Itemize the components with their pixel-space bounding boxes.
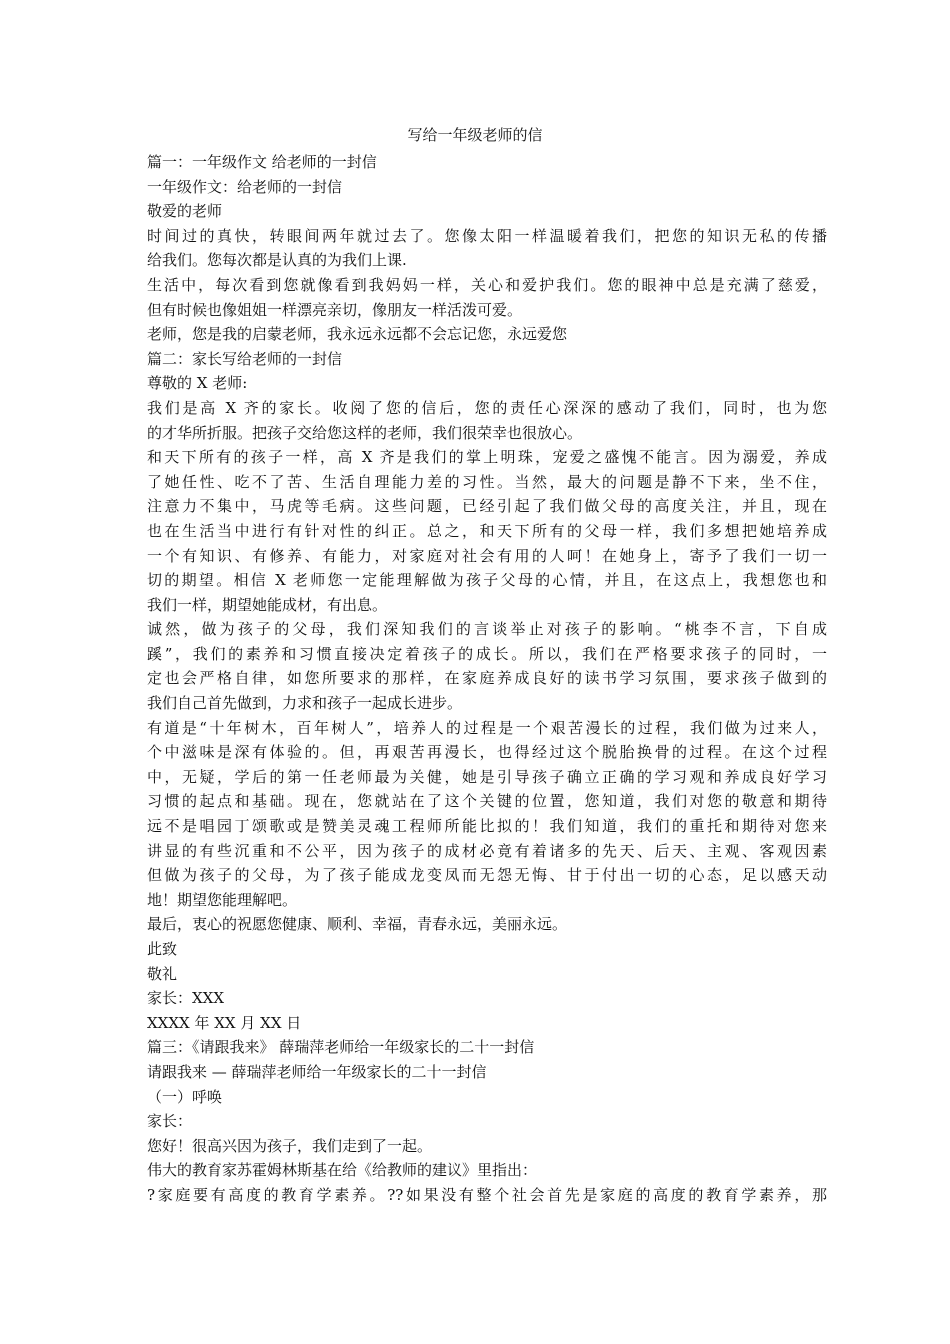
paragraph-line: 一年级作文：给老师的一封信: [147, 177, 343, 196]
section-heading-3: 篇三：《请跟我来》 薛瑞萍老师给一年级家长的二十一封信: [147, 1038, 535, 1057]
paragraph-line: 讲显的有些沉重和不公平，因为孩子的成材必竟有着诸多的先天、后天、主观、客观因素: [147, 841, 827, 860]
date-line: XXXX 年 XX 月 XX 日: [147, 1013, 302, 1032]
paragraph-line: 最后，衷心的祝愿您健康、顺利、幸福，青春永远，美丽永远。: [147, 915, 568, 934]
paragraph-line: 但做为孩子的父母，为了孩子能成龙变凤而无怨无悔、甘于付出一切的心态，足以感天动: [147, 866, 827, 885]
paragraph-line: 敬爱的老师: [147, 202, 223, 221]
paragraph-line: 老师，您是我的启蒙老师，我永远永远都不会忘记您，永远爱您: [147, 325, 568, 344]
paragraph-line: 我们一样，期望她能成材，有出息。: [147, 595, 388, 614]
section-heading-1: 篇一：一年级作文 给老师的一封信: [147, 153, 377, 171]
document-body: [147, 150, 827, 1208]
paragraph-line: 习惯的起点和基础。现在，您就站在了这个关键的位置，您知道，我们对您的敬意和期待: [147, 792, 827, 811]
closing-line: 敬礼: [147, 964, 178, 983]
paragraph-line: 生活中，每次看到您就像看到我妈妈一样，关心和爱护我们。您的眼神中总是充满了慈爱，: [147, 275, 827, 294]
section-heading-2: 篇二：家长写给老师的一封信: [147, 349, 343, 368]
paragraph-line: 有道是“十年树木，百年树人”，培养人的过程是一个艰苦漫长的过程，我们做为过来人，: [147, 718, 827, 737]
document-title: 写给一年级老师的信: [407, 126, 543, 144]
paragraph-line: 请跟我来 — 薛瑞萍老师给一年级家长的二十一封信: [147, 1062, 487, 1081]
paragraph-line: （一）呼唤: [147, 1087, 223, 1106]
paragraph-line: 一个有知识、有修养、有能力，对家庭对社会有用的人呵！在她身上，寄予了我们一切一: [147, 546, 827, 565]
paragraph-line: 但有时候也像姐姐一样漂亮亲切，像朋友一样活泼可爱。: [147, 300, 523, 319]
signature-line: 家长：XXX: [147, 989, 225, 1008]
paragraph-line: 远不是唱园丁颂歌或是赞美灵魂工程师所能比拟的！我们知道，我们的重托和期待对您来: [147, 817, 827, 836]
paragraph-line: 伟大的教育家苏霍姆林斯基在给《给教师的建议》里指出：: [147, 1161, 538, 1180]
paragraph-line: 我们是高 X 齐的家长。收阅了您的信后，您的责任心深深的感动了我们，同时，也为您: [147, 398, 827, 417]
paragraph-line: 的才华所折服。把孩子交给您这样的老师，我们很荣幸也很放心。: [147, 423, 583, 442]
paragraph-line: 地！期望您能理解吧。: [147, 890, 298, 909]
paragraph-line: 个中滋味是深有体验的。但，再艰苦再漫长，也得经过这个脱胎换骨的过程。在这个过程: [147, 743, 827, 762]
paragraph-line: 我们自己首先做到，力求和孩子一起成长进步。: [147, 694, 463, 713]
paragraph-line: 蹊”，我们的素养和习惯直接决定着孩子的成长。所以，我们在严格要求孩子的同时，一: [147, 644, 827, 663]
closing-line: 此致: [147, 940, 178, 958]
paragraph-line: 家长：: [147, 1112, 193, 1131]
paragraph-line: 切的期望。相信 X 老师您一定能理解做为孩子父母的心情，并且，在这点上，我想您也和: [147, 571, 827, 590]
paragraph-line: 中，无疑，学后的第一任老师最为关健，她是引导孩子确立正确的学习观和养成良好学习: [147, 767, 827, 786]
paragraph-line: 给我们。您每次都是认真的为我们上课.: [147, 251, 407, 270]
paragraph-line: 了她任性、吃不了苦、生活自理能力差的习性。当然，最大的问题是静不下来，坐不住，: [147, 472, 827, 491]
paragraph-line: 注意力不集中，马虎等毛病。这些问题，已经引起了我们做父母的高度关注，并且，现在: [147, 497, 827, 516]
paragraph-line: 也在生活当中进行有针对性的纠正。总之，和天下所有的父母一样，我们多想把她培养成: [147, 521, 827, 540]
paragraph-line: 尊敬的 X 老师:: [147, 374, 248, 393]
paragraph-line: 定也会严格自律，如您所要求的那样，在家庭养成良好的读书学习氛围，要求孩子做到的: [147, 669, 827, 688]
paragraph-line: 和天下所有的孩子一样，高 X 齐是我们的掌上明珠，宠爱之盛愧不能言。因为溺爱，养成: [147, 448, 827, 467]
paragraph-line: 您好！很高兴因为孩子，我们走到了一起。: [147, 1136, 433, 1155]
paragraph-line: 时间过的真快，转眼间两年就过去了。您像太阳一样温暖着我们，把您的知识无私的传播: [147, 226, 827, 245]
paragraph-line: 诚然，做为孩子的父母，我们深知我们的言谈举止对孩子的影响。“桃李不言，下自成: [147, 620, 827, 639]
paragraph-line: ?家庭要有高度的教育学素养。??如果没有整个社会首先是家庭的高度的教育学素养，那: [147, 1185, 827, 1204]
